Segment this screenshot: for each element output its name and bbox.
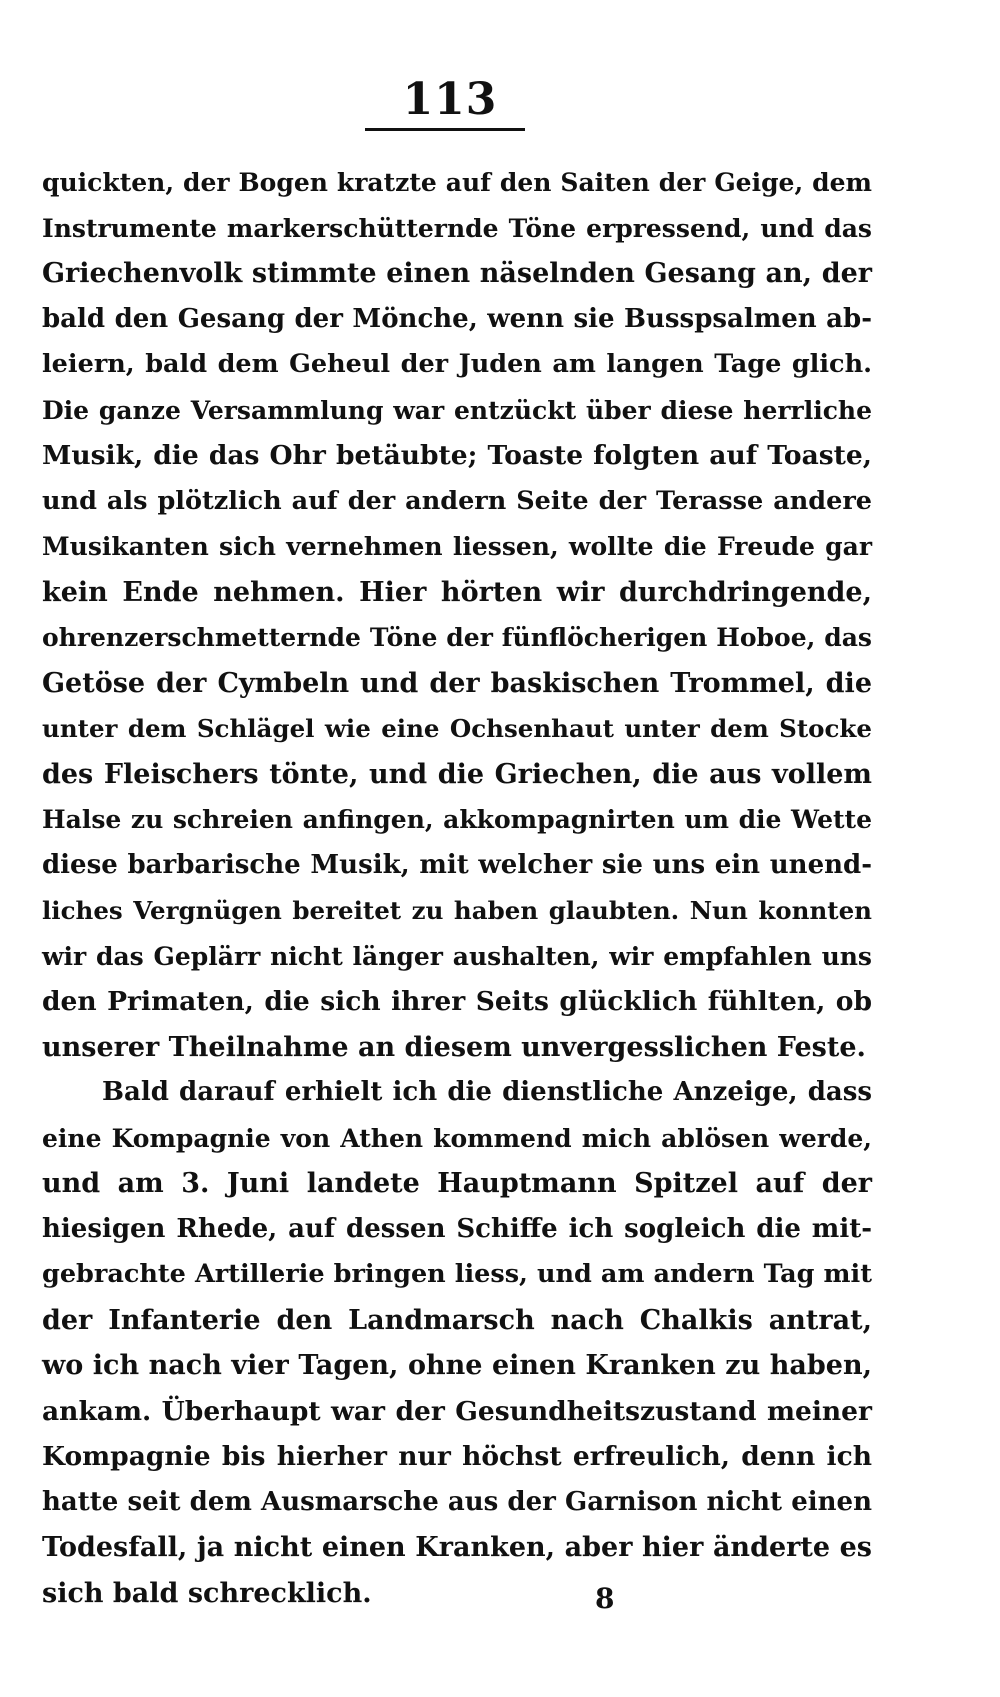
body-text [42, 160, 872, 1616]
signature-mark: 8 [595, 1582, 615, 1615]
text-line: Halse zu schreien anfingen, akkompagnirten um die Wette [42, 805, 872, 834]
text-line: Kompagnie bis hierher nur höchst erfreulich, denn ich [42, 1441, 872, 1472]
text-line: diese barbarische Musik, mit welcher sie uns ein unend- [42, 849, 872, 880]
text-line: hatte seit dem Ausmarsche aus der Garnison nicht einen [42, 1486, 872, 1517]
text-line: Getöse der Cymbeln und der baskischen Trommel, die [42, 667, 872, 699]
text-line: eine Kompagnie von Athen kommend mich ablösen werde, [42, 1123, 872, 1153]
text-line: leiern, bald dem Geheul der Juden am langen Tage glich. [42, 349, 872, 379]
text-line: und am 3. Juni landete Hauptmann Spitzel auf der [42, 1168, 872, 1199]
text-line: bald den Gesang der Mönche, wenn sie Busspsalmen ab- [42, 303, 872, 334]
text-line: gebrachte Artillerie bringen liess, und am andern Tag mit [42, 1259, 872, 1289]
text-line: des Fleischers tönte, und die Griechen, die aus vollem [42, 758, 872, 790]
text-line: unter dem Schlägel wie eine Ochsenhaut unter dem Stocke [42, 714, 872, 743]
page-number: 113 [402, 74, 498, 125]
paragraph-1 [42, 160, 872, 1070]
text-line: den Primaten, die sich ihrer Seits glücklich fühlten, ob [42, 986, 872, 1017]
text-line: der Infanterie den Landmarsch nach Chalkis antrat, [42, 1304, 872, 1336]
text-line: liches Vergnügen bereitet zu haben glaubten. Nun konnten [42, 896, 872, 925]
text-line: sich bald schrecklich. [42, 1577, 372, 1609]
text-line: hiesigen Rhede, auf dessen Schiffe ich sogleich die mit- [42, 1213, 872, 1244]
text-line: Bald darauf erhielt ich die dienstliche Anzeige, dass [102, 1077, 872, 1107]
text-line: und als plötzlich auf der andern Seite der Terasse andere [42, 485, 872, 516]
text-line: ohrenzerschmetternde Töne der fünflöcherigen Hoboe, das [42, 623, 872, 652]
text-line: unserer Theilnahme an diesem unvergesslichen Feste. [42, 1031, 866, 1063]
text-line: Musikanten sich vernehmen liessen, wollte die Freude gar [42, 532, 872, 561]
text-line: quickten, der Bogen kratzte auf den Saiten der Geige, dem [42, 168, 872, 197]
text-line: wo ich nach vier Tagen, ohne einen Kranken zu haben, [42, 1350, 872, 1381]
text-line: Die ganze Versammlung war entzückt über diese herrliche [42, 395, 872, 425]
text-line: ankam. Überhaupt war der Gesundheitszustand meiner [42, 1395, 872, 1427]
header-rule [365, 128, 525, 131]
text-line: Instrumente markerschütternde Töne erpressend, und das [42, 213, 872, 243]
text-line: Todesfall, ja nicht einen Kranken, aber hier änderte es [42, 1532, 872, 1563]
text-line: kein Ende nehmen. Hier hörten wir durchdringende, [42, 576, 872, 608]
text-line: Musik, die das Ohr betäubte; Toaste folgten auf Toaste, [42, 440, 872, 471]
paragraph-2 [42, 1070, 872, 1616]
text-line: wir das Geplärr nicht länger aushalten, wir empfahlen uns [42, 941, 872, 971]
text-line: Griechenvolk stimmte einen näselnden Gesang an, der [42, 258, 872, 289]
